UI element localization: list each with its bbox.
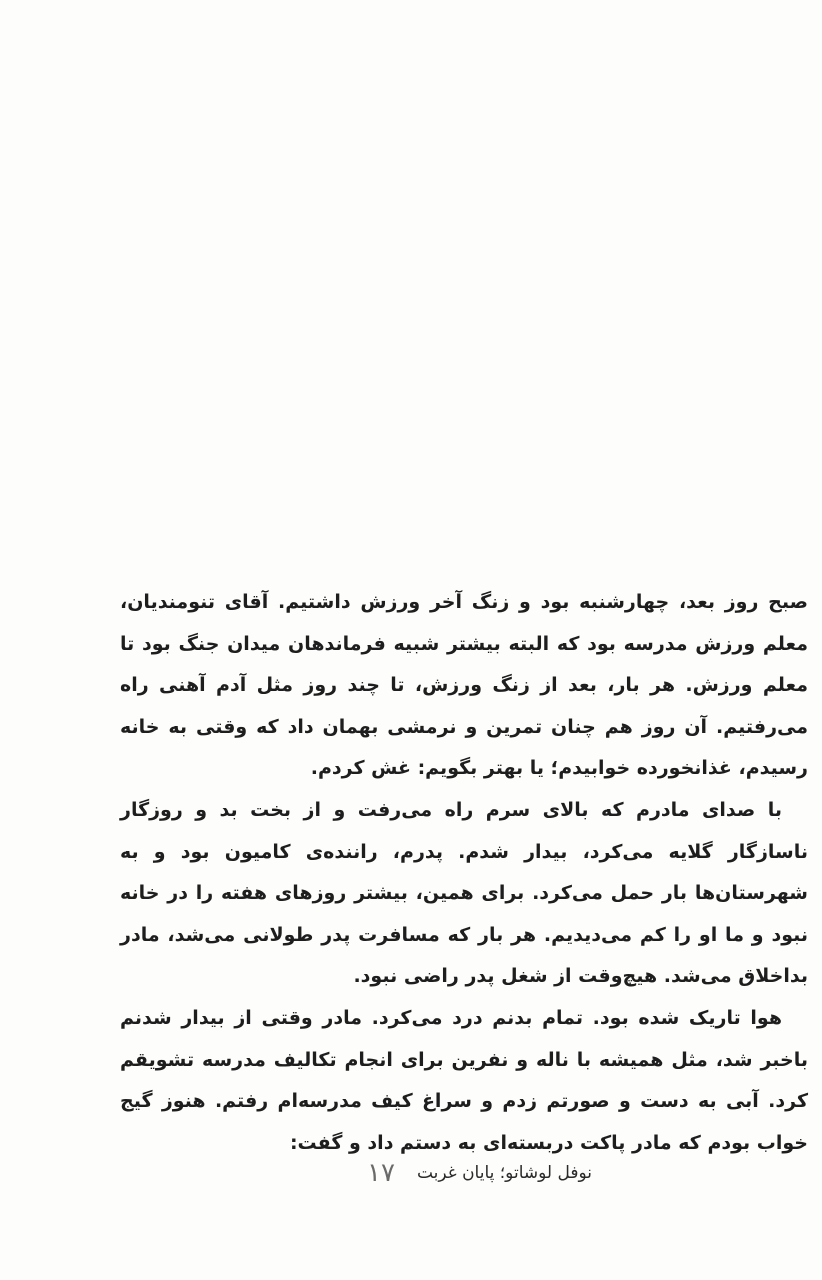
paragraph-1: صبح روز بعد، چهارشنبه بود و زنگ آخر ورزش داشتیم. آقای تنومندیان، معلم ورزش مدرسه بود که البته بیشتر شبیه فرماندهان میدان جنگ بود تا معلم ورزش. هر بار، بعد از زنگ ورزش، تا چند روز مثل آدم آهنی راه می‌رفتیم. آن روز هم چنان تمرین و نرمشی بهمان داد که وقتی به خانه رسیدم، غذانخورده خوابیدم؛ یا بهتر بگویم: غش کردم.: [120, 591, 808, 780]
running-title: نوفل لوشاتو؛ پایان غربت: [416, 1163, 592, 1183]
page-number: ۱۷: [367, 1158, 395, 1188]
paragraph-3: هوا تاریک شده بود. تمام بدنم درد می‌کرد. مادر وقتی از بیدار شدنم باخبر شد، مثل همیشه با ناله و نفرین برای انجام تکالیف مدرسه تشویقم کرد. آبی به دست و صورتم زدم و سراغ کیف مدرسه‌ام رفتم. هنوز گیج خواب بودم که مادر پاکت دربسته‌ای به دستم داد و گفت:: [120, 1006, 808, 1154]
page-footer: [330, 1158, 592, 1188]
body-text: [120, 582, 808, 1164]
paragraph-2: با صدای مادرم که بالای سرم راه می‌رفت و از بخت بد و روزگار ناسازگار گلایه می‌کرد، بیدار شدم. پدرم، راننده‌ی کامیون بود و به شهرستان‌ها بار حمل می‌کرد. برای همین، بیشتر روزهای هفته را در خانه نبود و ما او را کم می‌دیدیم. هر بار که مسافرت پدر طولانی می‌شد، مادر بداخلاق می‌شد. هیچ‌وقت از شغل پدر راضی نبود.: [120, 798, 808, 988]
